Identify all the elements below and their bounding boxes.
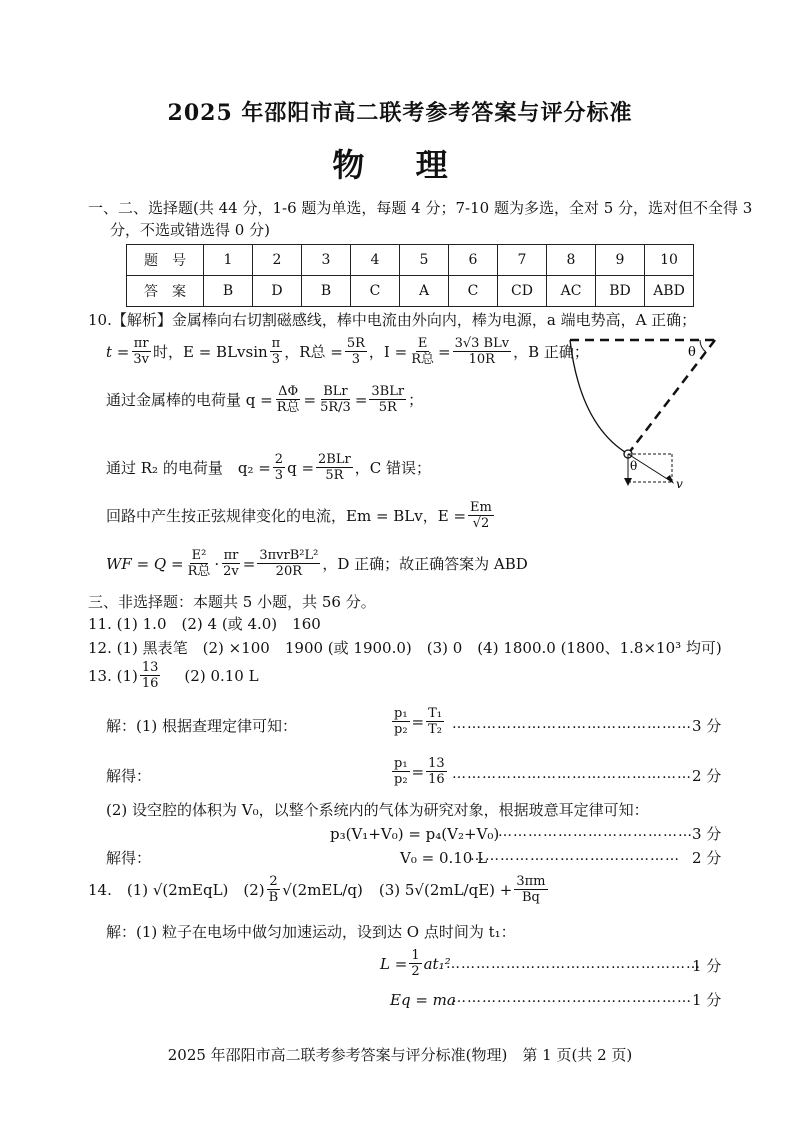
- fraction-den: 3v: [133, 352, 149, 367]
- section1-heading-line1: 一、二、选择题(共 44 分，1-6 题为单选，每题 4 分；7-10 题为多选，全对 5 分，选对但不全得 3: [88, 199, 753, 217]
- q10-line5-pre: 回路中产生按正弦规律变化的电流，Em = BLv，E =: [106, 506, 467, 525]
- score-label: 2 分: [692, 849, 722, 867]
- q10-line6: [106, 548, 528, 579]
- table-cell: 8: [547, 245, 596, 276]
- fraction-den: R总: [187, 564, 211, 579]
- q13-sol1-eq: $\frac{\text{p₁}}{\text{p₂}}$ = $\frac{\text{T₁}}{\text{T₂}}$: [394, 706, 443, 737]
- fraction: [316, 452, 353, 483]
- fraction-den: B: [268, 890, 279, 905]
- score-label: 2 分: [692, 767, 722, 785]
- q10-line6-eq: =: [242, 554, 256, 573]
- score-label: 1 分: [692, 957, 722, 975]
- fraction-num: BLr: [323, 384, 348, 399]
- fraction-den: 2: [411, 964, 420, 979]
- fraction-num: π: [271, 336, 281, 351]
- arc-rail: [570, 340, 628, 454]
- table-cell: 6: [449, 245, 498, 276]
- q14-answer: [88, 874, 550, 905]
- fraction-num: p₁: [394, 706, 408, 721]
- q14-sqrt1: √(2mEL/q): [282, 880, 363, 899]
- table-cell: CD: [498, 276, 547, 307]
- fraction-num: 1: [411, 948, 420, 963]
- fraction-num: πr: [133, 336, 149, 351]
- q13-sol3-eq: p₃(V₁+V₀) = p₄(V₂+V₀): [330, 825, 500, 843]
- score-label: 1 分: [692, 991, 722, 1009]
- q13-answer: [88, 660, 259, 691]
- q10-line6-end: ，D 正确；故正确答案为 ABD: [322, 554, 528, 573]
- fraction-den: 3: [274, 468, 284, 483]
- q13-sol3-text: (2) 设空腔的体积为 V₀，以整个系统内的气体为研究对象，根据玻意耳定律可知：: [106, 801, 649, 819]
- q10-line1: 10.【解析】金属棒向右切割磁感线，棒中电流由外向内，棒为电源，a 端电势高，A 正确；: [88, 311, 697, 329]
- table-cell: D: [253, 276, 302, 307]
- fraction-num: 3πvrB²L²: [259, 548, 319, 563]
- fraction-den: 3: [271, 352, 281, 367]
- q10-mid: 时，E = BLvsin: [153, 342, 268, 361]
- score-label: 3 分: [692, 717, 722, 735]
- q13-sol2-eq: $\frac{\text{p₁}}{\text{p₂}}$ = $\frac{13}{16}$: [394, 756, 445, 787]
- fraction-den: 20R: [275, 564, 303, 579]
- q13-sol4-label: 解得：: [106, 849, 152, 867]
- section3-heading: 三、非选择题：本题共 5 小题，共 56 分。: [88, 593, 376, 611]
- fraction-num: 2: [269, 874, 278, 889]
- dot-leader: …………………………………………: [452, 716, 692, 732]
- q10-line3-end: ；: [408, 390, 424, 409]
- fraction-den: Bq: [521, 890, 540, 905]
- q10-eq: =: [437, 342, 451, 361]
- table-cell: 9: [596, 245, 645, 276]
- fraction: [257, 548, 320, 579]
- fraction: [267, 874, 281, 905]
- page-footer: 2025 年邵阳市高二联考参考答案与评分标准(物理) 第 1 页(共 2 页): [167, 1046, 633, 1064]
- fraction-num: πr: [223, 548, 239, 563]
- fraction-den: 5R: [325, 468, 344, 483]
- q10-end: ，B 正确；: [513, 342, 589, 361]
- fraction: [270, 336, 283, 367]
- fraction-den: 2v: [223, 564, 239, 579]
- fraction: [345, 336, 367, 367]
- q10-i: ，I =: [368, 342, 408, 361]
- table-cell: 1: [204, 245, 253, 276]
- dot-leader: …………………………………: [498, 824, 693, 840]
- fraction-num: ΔΦ: [278, 384, 299, 399]
- fraction-den: T₂: [428, 722, 443, 737]
- table-cell: 3: [302, 245, 351, 276]
- fraction: [392, 756, 410, 787]
- q10-r: ，R总 =: [284, 342, 343, 361]
- table-cell: B: [204, 276, 253, 307]
- q10-line3-pre: 通过金属棒的电荷量 q =: [106, 390, 273, 409]
- q10-line6-dot: ·: [214, 554, 220, 573]
- dot-leader: ……………………………………: [470, 848, 680, 864]
- q10-line5: [106, 500, 496, 531]
- fraction: [131, 336, 151, 367]
- theta-top-label: θ: [688, 345, 696, 360]
- fraction-den: 5R/3: [320, 400, 351, 415]
- q14-pre: 14. (1) √(2mEqL) (2): [88, 880, 265, 899]
- fraction: [186, 548, 213, 579]
- table-cell: 7: [498, 245, 547, 276]
- fraction-num: 13: [428, 756, 445, 771]
- table-cell: C: [449, 276, 498, 307]
- fraction: [453, 336, 512, 367]
- fraction: [514, 874, 547, 905]
- fraction: [426, 706, 444, 737]
- q14-sol1-eq-pre: L =: [380, 954, 408, 973]
- q14-sol1-text: 解：(1) 粒子在电场中做匀加速运动，设到达 O 点时间为 t₁：: [106, 923, 516, 941]
- fraction: [318, 384, 353, 415]
- fraction-num: 3πm: [516, 874, 546, 889]
- fraction: [369, 384, 406, 415]
- fraction-den: p₂: [394, 722, 408, 737]
- dot-leader: …………………………………………: [452, 766, 692, 782]
- q10-line4: [106, 452, 431, 483]
- fraction-num: p₁: [394, 756, 408, 771]
- q10-line3: 通过金属棒的电荷量 q = $\frac{\Delta\Phi}{\text{R总}}$ = $\frac{\text{BLr}}{5R/3}$ = $\frac{\text{3BLr}}{5R}$ ；: [106, 384, 424, 415]
- fraction-den: 5R: [378, 400, 397, 415]
- q10-line4-pre: 通过 R₂ 的电荷量 q₂ =: [106, 458, 271, 477]
- fraction-den: 16: [428, 772, 445, 787]
- fraction-den: 10R: [468, 352, 495, 367]
- table-cell: 2: [253, 245, 302, 276]
- table-cell: ABD: [645, 276, 694, 307]
- q14-sol1-eq-post: at₁²: [423, 954, 451, 973]
- q12-answer: 12. (1) 黑表笔 (2) ×100 1900 (或 1900.0) (3) 0 (4) 1800.0 (1800、1.8×10³ 均可): [88, 639, 722, 657]
- fraction-num: 3BLr: [371, 384, 405, 399]
- fraction: [273, 452, 285, 483]
- q13-sol2-label: 解得：: [106, 767, 152, 785]
- subject-title: 物 理: [332, 146, 468, 184]
- fraction-den: 3: [351, 352, 361, 367]
- q14-sol2-eq: Eq = ma: [390, 991, 456, 1009]
- dashed-radius-line: [628, 340, 715, 454]
- q10-t-label: t =: [106, 342, 130, 361]
- answer-table: [126, 244, 694, 307]
- fraction: [468, 500, 494, 531]
- fraction-den: √2: [472, 516, 490, 531]
- section1-heading-line2: 分，不选或错选得 0 分): [110, 221, 270, 239]
- fraction-den: 16: [141, 676, 159, 691]
- q14-part3: (3) 5√(2mL/qE) +: [378, 880, 513, 899]
- fraction: [275, 384, 302, 415]
- dot-leader: …………………………………………: [452, 990, 692, 1006]
- q10-diagram: [560, 330, 730, 500]
- table-cell: 5: [400, 245, 449, 276]
- fraction-num: 2BLr: [318, 452, 351, 467]
- theta-bottom-label: θ: [630, 459, 638, 473]
- fraction: [426, 756, 447, 787]
- table-cell: C: [351, 276, 400, 307]
- fraction: [409, 948, 421, 979]
- q11-answer: 11. (1) 1.0 (2) 4 (或 4.0) 160: [88, 615, 321, 633]
- q13-sol1-label: 解：(1) 根据查理定律可知：: [106, 717, 298, 735]
- fraction: [392, 706, 410, 737]
- table-cell: 4: [351, 245, 400, 276]
- fraction-den: R总: [411, 352, 434, 367]
- fraction-num: 5R: [346, 336, 365, 351]
- fraction-num: T₁: [428, 706, 443, 721]
- table-header-cell: 答 案: [127, 276, 204, 307]
- table-cell: BD: [596, 276, 645, 307]
- fraction-num: 13: [141, 660, 159, 675]
- fraction: [140, 660, 161, 691]
- angle-arc-top: [700, 340, 706, 352]
- q10-line4-end: ，C 错误；: [354, 458, 431, 477]
- table-cell: 10: [645, 245, 694, 276]
- fraction-num: E: [417, 336, 428, 351]
- q10-line6-pre: WF = Q =: [106, 554, 184, 573]
- q13-sol4-eq: V₀ = 0.10 L: [400, 849, 488, 867]
- fraction: [221, 548, 241, 579]
- page-title: 2025 年邵阳市高二联考参考答案与评分标准: [167, 100, 633, 126]
- score-label: 3 分: [692, 825, 722, 843]
- dot-leader: ……………………………………………: [446, 956, 701, 972]
- q10-line4-mid: q =: [287, 458, 315, 477]
- fraction: [409, 336, 436, 367]
- velocity-label: v: [676, 477, 683, 491]
- table-header-cell: 题 号: [127, 245, 204, 276]
- table-cell: B: [302, 276, 351, 307]
- fraction-den: p₂: [394, 772, 408, 787]
- table-cell: A: [400, 276, 449, 307]
- table-row: [127, 245, 694, 276]
- table-cell: AC: [547, 276, 596, 307]
- q14-sol1-eq: [380, 948, 451, 979]
- q13-pre: 13. (1): [88, 666, 138, 685]
- fraction-den: R总: [276, 400, 300, 415]
- q13-rest: (2) 0.10 L: [184, 666, 259, 685]
- q10-line2: [106, 336, 589, 367]
- fraction-num: Em: [470, 500, 492, 515]
- fraction-num: E²: [191, 548, 207, 563]
- fraction-num: 2: [274, 452, 284, 467]
- fraction-num: 3√3 BLv: [454, 336, 510, 351]
- table-row: [127, 276, 694, 307]
